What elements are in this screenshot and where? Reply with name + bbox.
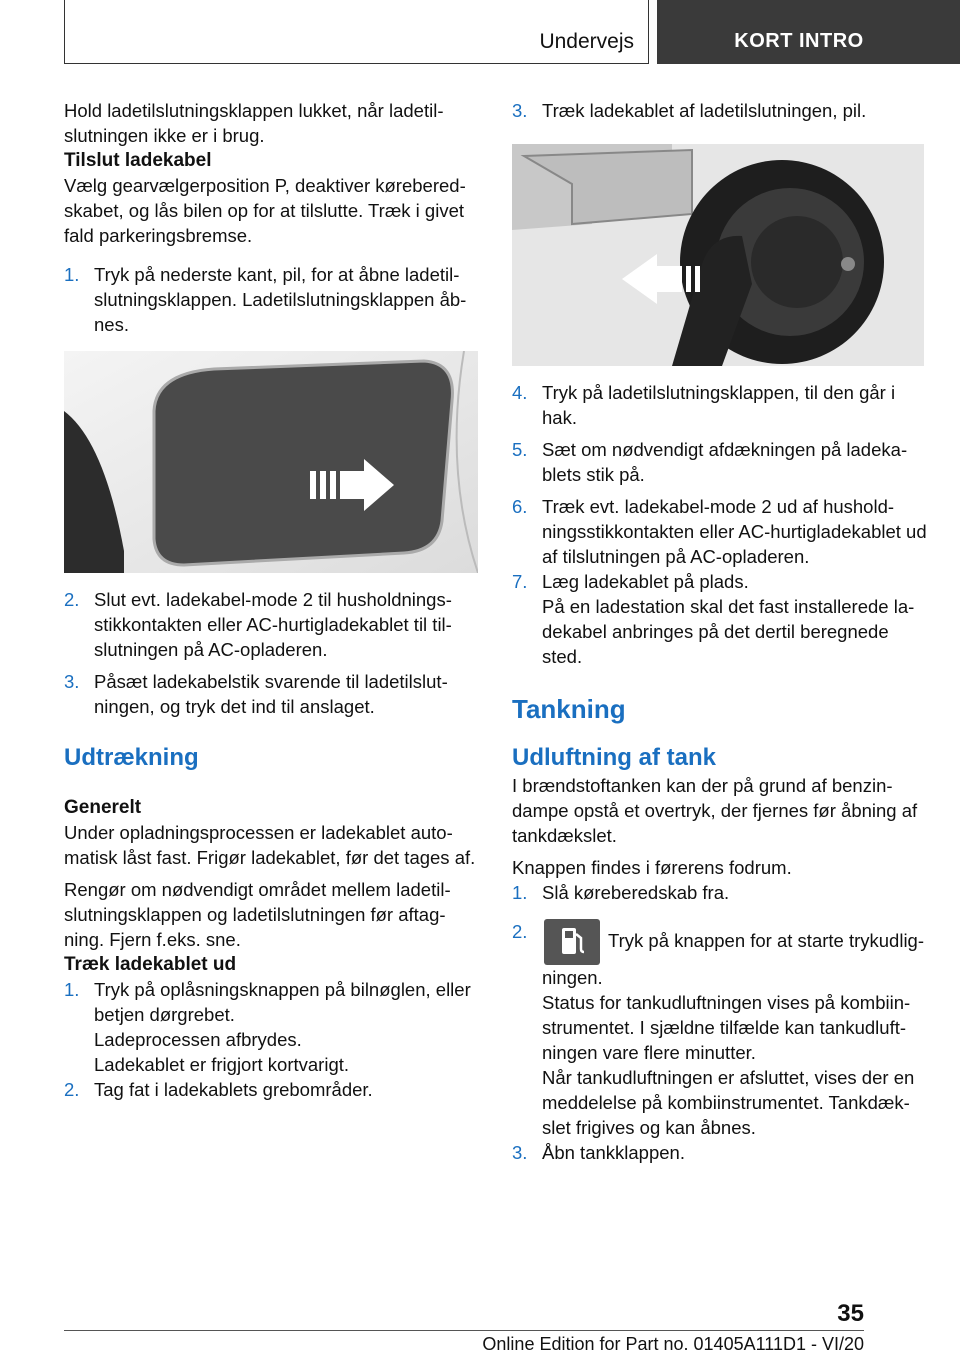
step-note: Ladekablet er frigjort kortvarigt.: [94, 1054, 350, 1075]
step-text: Tryk på nederste kant, pil, for at åbne ladetilslutningsklappen. Ladetilslutningsklappen åbnes.: [94, 264, 467, 335]
step-number: 1.: [64, 264, 80, 285]
step-note: Status for tankudluftningen vises på kombiinstrumentet. I sjældne tilfælde kan tankudluftningen vare flere minutter.: [542, 992, 911, 1063]
step-number: 2.: [512, 921, 528, 942]
intro-paragraph: Hold ladetilslutningsklappen lukket, når ladetilslutningen ikke er i brug.: [64, 100, 444, 146]
list-item: [512, 880, 928, 905]
header-section-title: Undervejs: [539, 30, 634, 53]
charging-flap-photo: [64, 351, 478, 573]
right-column: [512, 98, 928, 1165]
header-chapter-title: KORT INTRO: [734, 30, 864, 52]
step-text: Åbn tankklappen.: [542, 1142, 685, 1163]
step-note: På en ladestation skal det fast installerede ladekabel anbringes på det dertil beregnede sted.: [542, 596, 915, 667]
step-text: Påsæt ladekabelstik svarende til ladetilslutningen, og tryk det ind til anslaget.: [94, 671, 448, 717]
header-section-box: [64, 0, 649, 64]
footer-divider: [64, 1330, 864, 1331]
list-item: [512, 919, 928, 990]
subheading-tank-venting: Udluftning af tank: [512, 744, 716, 771]
general-paragraph-1: Under opladningsprocessen er ladekablet automatisk låst fast. Frigør ladekablet, før det tages af.: [64, 822, 476, 868]
list-item: [64, 669, 478, 719]
step-number: 6.: [512, 496, 528, 517]
step-text: Sæt om nødvendigt afdækningen på ladekablets stik på.: [542, 439, 908, 485]
steps-list-b: [64, 587, 478, 719]
pull-heading: Træk ladekablet ud: [64, 954, 237, 975]
steps-list-c: [512, 380, 928, 569]
step-number: 3.: [512, 100, 528, 121]
step-text: Tryk på knappen for at starte trykudligningen.: [542, 930, 925, 988]
list-item: [512, 380, 928, 430]
list-item: [64, 1077, 478, 1102]
list-item: [512, 98, 928, 123]
step-note: Når tankudluftningen er afsluttet, vises der en meddelelse på kombiinstrumentet. Tankdækslet frigives og kan åbnes.: [542, 1067, 915, 1138]
step-number: 3.: [512, 1142, 528, 1163]
page-number: 35: [837, 1300, 864, 1327]
list-item: [64, 262, 478, 337]
step-note: Ladeprocessen afbrydes.: [94, 1029, 302, 1050]
step-text: Tryk på oplåsningsknappen på bilnøglen, eller betjen dørgrebet.: [94, 979, 471, 1025]
cable-removal-photo: [512, 144, 924, 366]
steps-list-a: [64, 262, 478, 337]
step-number: 1.: [64, 979, 80, 1000]
step-number: 3.: [64, 671, 80, 692]
section-heading-removal: Udtrækning: [64, 744, 199, 771]
list-item: [512, 494, 928, 569]
connect-heading: Tilslut ladekabel: [64, 150, 212, 171]
connect-paragraph: Vælg gearvælgerposition P, deaktiver køreberedskabet, og lås bilen op for at tilslutte. Træk i givet fald parkeringsbremse.: [64, 175, 466, 246]
header-chapter-tab: [657, 0, 960, 64]
vent-paragraph-1: I brændstoftanken kan der på grund af benzindampe opstå et overtryk, der fjernes før åbning af tankdækslet.: [512, 775, 918, 846]
step-number: 2.: [64, 1079, 80, 1100]
left-column: [64, 98, 478, 1102]
list-item: [64, 977, 478, 1027]
footer-edition: Online Edition for Part no. 01405A111D1 - VI/20: [482, 1334, 864, 1354]
general-paragraph-2: Rengør om nødvendigt området mellem ladetilslutningsklappen og ladetilslutningen før aftagning. Fjern f.eks. sne.: [64, 879, 451, 950]
list-item: [64, 587, 478, 662]
fuel-pump-icon: [544, 919, 600, 965]
step-number: 1.: [512, 882, 528, 903]
step-text: Slut evt. ladekabel-mode 2 til husholdningsstikkontakten eller AC-hurtigladekablet til tilslutningen på AC-opladeren.: [94, 589, 452, 660]
step-number: 7.: [512, 571, 528, 592]
list-item: [512, 437, 928, 487]
section-heading-refuel: Tankning: [512, 694, 626, 724]
step-number: 4.: [512, 382, 528, 403]
general-heading: Generelt: [64, 797, 142, 818]
step-text: Tag fat i ladekablets grebområder.: [94, 1079, 373, 1100]
step-text: Træk evt. ladekabel-mode 2 ud af husholdningsstikkontakten eller AC-hurtigladekablet ud af tilslutningen på AC-opladeren.: [542, 496, 927, 567]
step-text: Træk ladekablet af ladetilslutningen, pil.: [542, 100, 867, 121]
step-text: Tryk på ladetilslutningsklappen, til den går i hak.: [542, 382, 896, 428]
step-text: Slå køreberedskab fra.: [542, 882, 730, 903]
list-item: [512, 1140, 928, 1165]
step-text: Læg ladekablet på plads.: [542, 571, 749, 592]
step-number: 5.: [512, 439, 528, 460]
step-number: 2.: [64, 589, 80, 610]
vent-paragraph-2: Knappen findes i førerens fodrum.: [512, 857, 792, 878]
list-item: [512, 569, 928, 594]
